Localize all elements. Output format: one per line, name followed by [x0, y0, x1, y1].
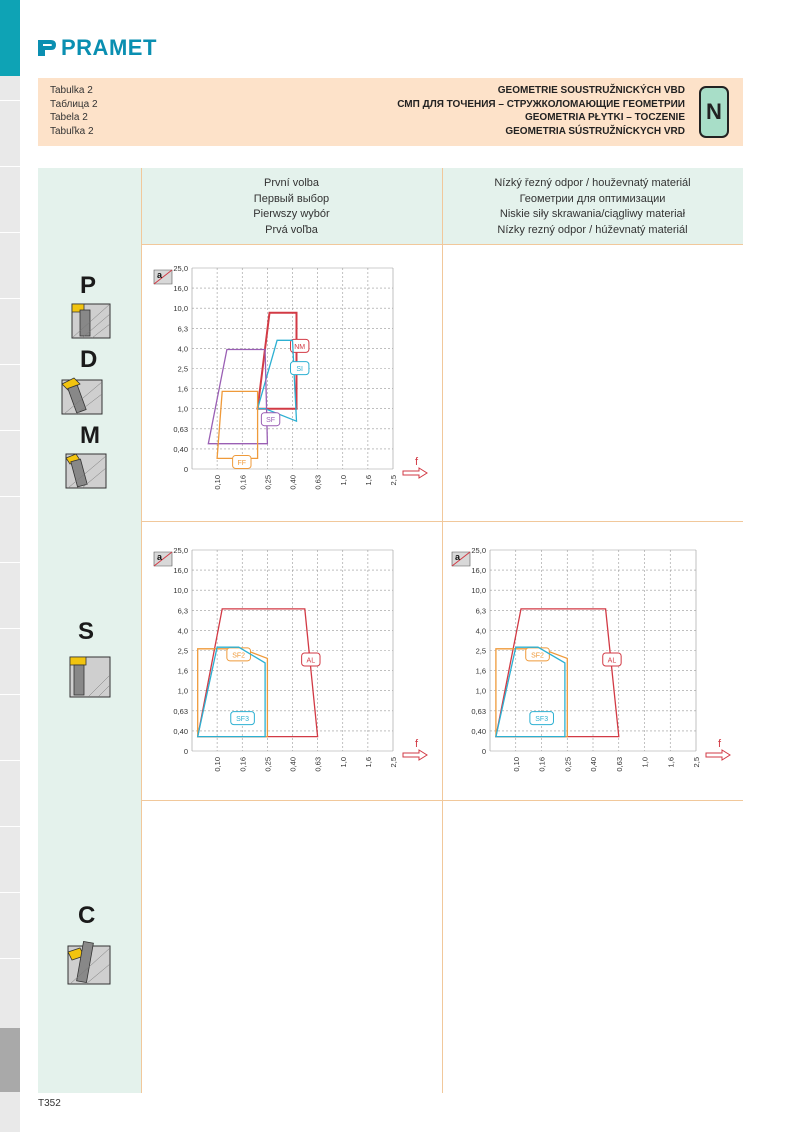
x-tick-label: 0,10	[213, 757, 223, 772]
strip-divider	[0, 298, 20, 299]
x-tick-label: 1,6	[363, 757, 373, 768]
column-divider	[141, 168, 142, 1093]
header-line: Niskie siły skrawania/ciągliwy materiał	[499, 208, 686, 220]
y-tick-label: 2,5	[475, 646, 486, 656]
turning-insert-icon	[66, 938, 112, 991]
material-letter-p: P	[80, 272, 97, 299]
strip-divider	[0, 496, 20, 497]
series-label-text: SF2	[232, 652, 246, 660]
series-label-al	[302, 653, 320, 666]
x-tick-label: 2,5	[389, 475, 398, 486]
feed-arrow-icon	[706, 750, 730, 760]
strip-divider	[0, 760, 20, 761]
x-tick-label: 1,0	[338, 757, 348, 768]
header-line: Nízky rezný odpor / húževnatý materiál	[497, 223, 688, 236]
y-axis-label: a	[157, 270, 163, 280]
y-tick-label: 1,6	[177, 666, 188, 676]
x-tick-label: 0,63	[614, 757, 624, 772]
series-label-text: SI	[296, 366, 304, 374]
column-header-low-cutting-force	[442, 176, 743, 238]
series-label-text: NM	[294, 343, 306, 351]
section-tab-dark	[0, 1028, 20, 1092]
y-tick-label: 0,63	[173, 424, 188, 434]
turning-insert-icon	[64, 450, 108, 495]
x-tick-label: 0,40	[288, 757, 298, 772]
y-axis-label: a	[157, 552, 163, 562]
x-tick-label: 0,16	[537, 757, 547, 772]
area-al	[198, 609, 318, 737]
strip-divider	[0, 232, 20, 233]
series-label-text: SF2	[531, 652, 544, 660]
y-tick-label: 0	[481, 747, 486, 756]
x-tick-label: 0,63	[313, 757, 323, 772]
header-line: Pierwszy wybór	[253, 208, 330, 220]
strip-divider	[0, 892, 20, 893]
y-axis-label: a	[455, 552, 461, 562]
y-tick-label: 0,40	[173, 726, 188, 736]
material-letter-m: M	[80, 422, 100, 449]
x-tick-label: 2,5	[692, 757, 701, 768]
table-label: Tabela 2	[50, 112, 88, 123]
series-label-si	[291, 362, 309, 375]
x-tick-label: 0,16	[238, 475, 248, 490]
strip-divider	[0, 562, 20, 563]
chipbreaker-chart-first-choice-s	[150, 544, 435, 789]
x-tick-label: 0,10	[213, 475, 223, 490]
header-line: Prvá voľba	[265, 223, 318, 236]
logo-text: PRAMET	[61, 35, 157, 60]
series-label-sf3	[231, 712, 255, 725]
y-tick-label: 1,0	[177, 686, 188, 696]
table-label: Tabuľka 2	[50, 125, 94, 137]
section-tab-active	[0, 0, 20, 76]
header-line: Nízký řezný odpor / houževnatý materiál	[494, 177, 691, 189]
y-tick-label: 4,0	[177, 344, 188, 354]
turning-insert-icon	[60, 372, 104, 421]
chipbreaker-chart-low-force-s	[448, 544, 738, 789]
strip-divider	[0, 628, 20, 629]
series-label-text: FF	[237, 459, 247, 467]
table-banner	[38, 78, 743, 146]
y-tick-label: 25,0	[471, 546, 486, 555]
x-tick-label: 0,63	[313, 475, 323, 490]
y-tick-label: 10,0	[173, 304, 188, 314]
feed-arrow-icon	[403, 750, 427, 760]
y-tick-label: 10,0	[173, 586, 188, 596]
area-nm	[258, 313, 297, 409]
y-tick-label: 0	[183, 747, 188, 756]
chipbreaker-chart-first-choice-pmd	[150, 262, 435, 507]
series-label-text: SF3	[535, 716, 549, 724]
table-label: Tabulka 2	[50, 85, 93, 96]
row-divider	[141, 800, 743, 801]
page-number: T352	[38, 1098, 61, 1109]
y-tick-label: 1,6	[177, 384, 188, 394]
y-tick-label: 0,40	[471, 726, 486, 736]
series-label-al	[603, 653, 621, 666]
y-tick-label: 0,63	[173, 706, 188, 716]
y-tick-label: 16,0	[471, 566, 486, 576]
area-ff	[217, 391, 258, 458]
series-label-text: AL	[607, 657, 617, 665]
y-tick-label: 4,0	[177, 626, 188, 636]
column-header-first-choice	[141, 176, 442, 238]
series-label-sf2	[227, 648, 251, 661]
series-label-sf3	[530, 712, 554, 725]
x-tick-label: 2,5	[389, 757, 398, 768]
strip-divider	[0, 100, 20, 101]
material-letter-s: S	[78, 618, 95, 645]
series-label-sf2	[526, 648, 550, 661]
y-tick-label: 0,40	[173, 444, 188, 454]
x-axis-label: f	[415, 738, 419, 750]
series-label-text: SF	[266, 417, 276, 425]
row-divider	[141, 521, 743, 522]
x-tick-label: 0,10	[511, 757, 521, 772]
x-axis-label: f	[718, 738, 722, 750]
header-line: První volba	[263, 177, 320, 189]
material-letter-c: C	[78, 902, 96, 929]
chart-svg	[448, 544, 738, 789]
turning-insert-icon	[68, 655, 112, 704]
x-tick-label: 1,0	[338, 475, 348, 486]
y-tick-label: 0,63	[471, 706, 486, 716]
x-tick-label: 1,0	[640, 757, 650, 768]
y-tick-label: 16,0	[173, 284, 188, 294]
y-tick-label: 16,0	[173, 566, 188, 576]
section-title: GEOMETRIE SOUSTRUŽNICKÝCH VBD	[497, 85, 685, 96]
x-tick-label: 1,6	[666, 757, 676, 768]
chart-svg	[150, 262, 435, 507]
strip-divider	[0, 694, 20, 695]
y-tick-label: 10,0	[471, 586, 486, 596]
y-tick-label: 1,0	[475, 686, 486, 696]
section-title-block	[397, 84, 685, 138]
left-tab-strip	[0, 0, 20, 1132]
material-letter-d: D	[80, 346, 98, 373]
strip-divider	[0, 166, 20, 167]
section-title: GEOMETRIA SÚSTRUŽNÍCKYCH VRD	[505, 125, 685, 137]
y-tick-label: 4,0	[475, 626, 486, 636]
turning-insert-icon	[70, 298, 112, 345]
strip-divider	[0, 958, 20, 959]
column-divider	[442, 168, 443, 1093]
series-label-text: SF3	[236, 716, 249, 724]
strip-divider	[0, 826, 20, 827]
section-title: GEOMETRIA PŁYTKI – TOCZENIE	[524, 112, 685, 123]
pramet-logo-icon	[37, 39, 57, 57]
y-tick-label: 25,0	[173, 264, 188, 273]
pramet-logo	[37, 36, 157, 60]
header-line: Геометрии для оптимизации	[519, 192, 666, 205]
series-label-text: AL	[306, 657, 316, 665]
y-tick-label: 0	[183, 465, 188, 474]
feed-arrow-icon	[403, 468, 427, 478]
material-group-badge: N	[699, 86, 729, 138]
x-tick-label: 1,6	[363, 475, 373, 486]
y-tick-label: 1,6	[475, 666, 486, 676]
series-label-ff	[233, 455, 251, 468]
y-tick-label: 6,3	[475, 606, 486, 616]
x-tick-label: 0,25	[563, 757, 573, 772]
area-al	[496, 609, 619, 737]
strip-divider	[0, 430, 20, 431]
x-tick-label: 0,16	[238, 757, 248, 772]
series-label-sf	[261, 413, 279, 426]
x-tick-label: 0,40	[589, 757, 598, 772]
table-number-block	[50, 84, 98, 138]
y-tick-label: 6,3	[177, 324, 188, 334]
y-tick-label: 2,5	[177, 364, 188, 374]
table-label: Таблица 2	[50, 98, 98, 110]
y-tick-label: 6,3	[177, 606, 188, 616]
x-tick-label: 0,25	[263, 475, 273, 490]
x-tick-label: 0,25	[263, 757, 273, 772]
section-title: СМП ДЛЯ ТОЧЕНИЯ – СТРУЖКОЛОМАЮЩИЕ ГЕОМЕТРИИ	[397, 98, 685, 110]
header-line: Первый выбор	[253, 192, 330, 205]
strip-divider	[0, 364, 20, 365]
x-tick-label: 0,40	[288, 475, 298, 490]
y-tick-label: 2,5	[177, 646, 188, 656]
y-tick-label: 25,0	[173, 546, 188, 555]
chart-svg	[150, 544, 435, 789]
y-tick-label: 1,0	[177, 404, 188, 414]
x-axis-label: f	[415, 456, 419, 468]
